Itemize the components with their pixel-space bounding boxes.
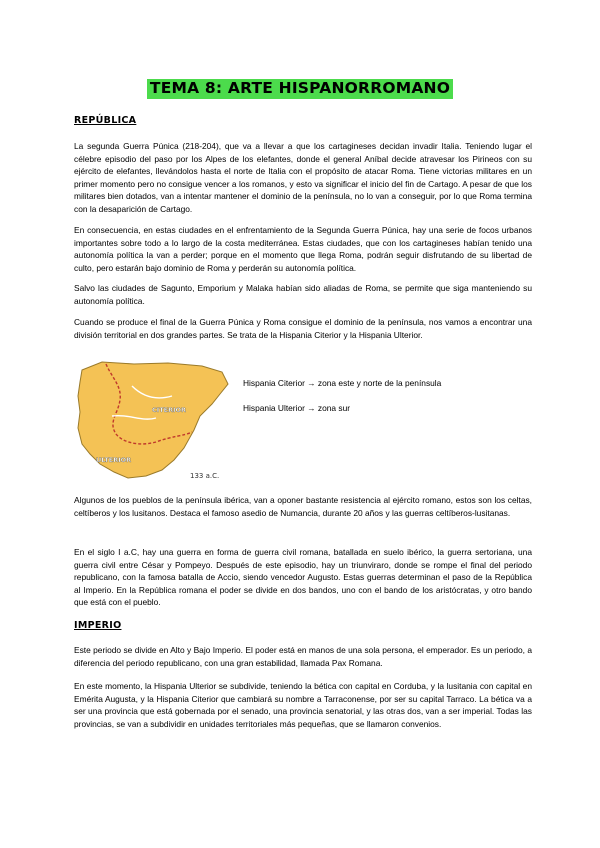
paragraph-republica-6: En el siglo I a.C, hay una guerra en forma de guerra civil romana, batallada en suelo ibérico, la guerra sertoriana, una guerra civil entre César y Pompeyo. Después de este episodio, hay un triunviraro, donde se rompe el final del periodo republicano, con la famosa batalla de Accio, siendo vencedor Augusto. Estas guerras determinan el paso de la República al Imperio. En la República romana el poder se divide en dos bandos, uno con el bando de los aristócratas, y otro bando que está con el pueblo. bbox=[74, 547, 532, 607]
paragraph-imperio-2: En este momento, la Hispania Ulterior se subdivide, teniendo la bética con capital en Corduba, y la lusitania con capital en Emérita Augusta, y la Hispania Citerior que cambiará su nombre a Tarraconense, por ser su capital Tarraco. La bética va a ser una provincia que está gobernada por el senado, una provincia senatorial, y las otras dos, van a ser imperial. Todas las provincias, se van a subdividir en unidades territoriales más pequeñas, que se llamaron convenios. bbox=[74, 681, 532, 729]
hispania-map bbox=[72, 356, 236, 486]
paragraph-imperio-1: Este periodo se divide en Alto y Bajo Imperio. El poder está en manos de una sola persona, el emperador. Es un periodo, a diferencia del periodo republicano, con una gran estabilidad, llamada Pax Romana. bbox=[74, 645, 532, 668]
section-heading-republica: REPÚBLICA bbox=[74, 115, 137, 126]
caption-citerior: Hispania Citerior → zona este y norte de la península bbox=[243, 378, 442, 388]
paragraph-republica-3: Salvo las ciudades de Sagunto, Emporium y Malaka habían sido aliadas de Roma, se permite que siga manteniendo su autonomía política. bbox=[74, 283, 532, 306]
paragraph-republica-4: Cuando se produce el final de la Guerra Púnica y Roma consigue el dominio de la península, nos vamos a encontrar una división territorial en dos grandes partes. Se trata de la Hispania Citerior y la Hispania Ulterior. bbox=[74, 317, 532, 340]
map-label-ulterior: ULTERIOR bbox=[96, 456, 132, 464]
hispania-map-svg bbox=[72, 356, 236, 486]
map-label-citerior: CITERIOR bbox=[152, 406, 187, 414]
paragraph-republica-5: Algunos de los pueblos de la península ibérica, van a oponer bastante resistencia al ejército romano, estos son los celtas, celtíberos y los lusitanos. Destaca el famoso asedio de Numancia, durante 20 años y las guerras celtíberos-lusitanas. bbox=[74, 495, 532, 518]
page-title: TEMA 8: ARTE HISPANORROMANO bbox=[147, 79, 453, 99]
map-date: 133 a.C. bbox=[190, 472, 220, 480]
paragraph-republica-1: La segunda Guerra Púnica (218-204), que va a llevar a que los cartagineses decidan invadir Italia. Teniendo lugar el célebre episodio del paso por los Alpes de los elefantes, donde el general Aníbal decide atravesar los Pirineos con su ejército de elefantes, llevándolos hasta el norte de Italia con el propósito de atacar Roma. Tiene victorias militares en un primer momento pero no consigue vencer a los romanos, y esto va significar el inicio del fin de Cartago. A pesar de que los militares bien dotados, van a intentar mantener el dominio de la península, no lo van a conseguir, por lo que Roma termina con la desaparición de Cartago. bbox=[74, 141, 532, 214]
section-heading-imperio: IMPERIO bbox=[74, 620, 122, 631]
paragraph-republica-2: En consecuencia, en estas ciudades en el enfrentamiento de la Segunda Guerra Púnica, hay una serie de focos urbanos importantes sobre todo a lo largo de la costa mediterránea. Estas ciudades, que con los cartagineses habían tenido una autonomía política la van a perder; porque en el momento que llega Roma, podrán seguir disfrutando de su libertad de culto, pero estarán bajo dominio de Roma y perderán su autonomía política. bbox=[74, 225, 532, 273]
caption-ulterior: Hispania Ulterior → zona sur bbox=[243, 403, 351, 413]
title-container bbox=[0, 79, 600, 99]
